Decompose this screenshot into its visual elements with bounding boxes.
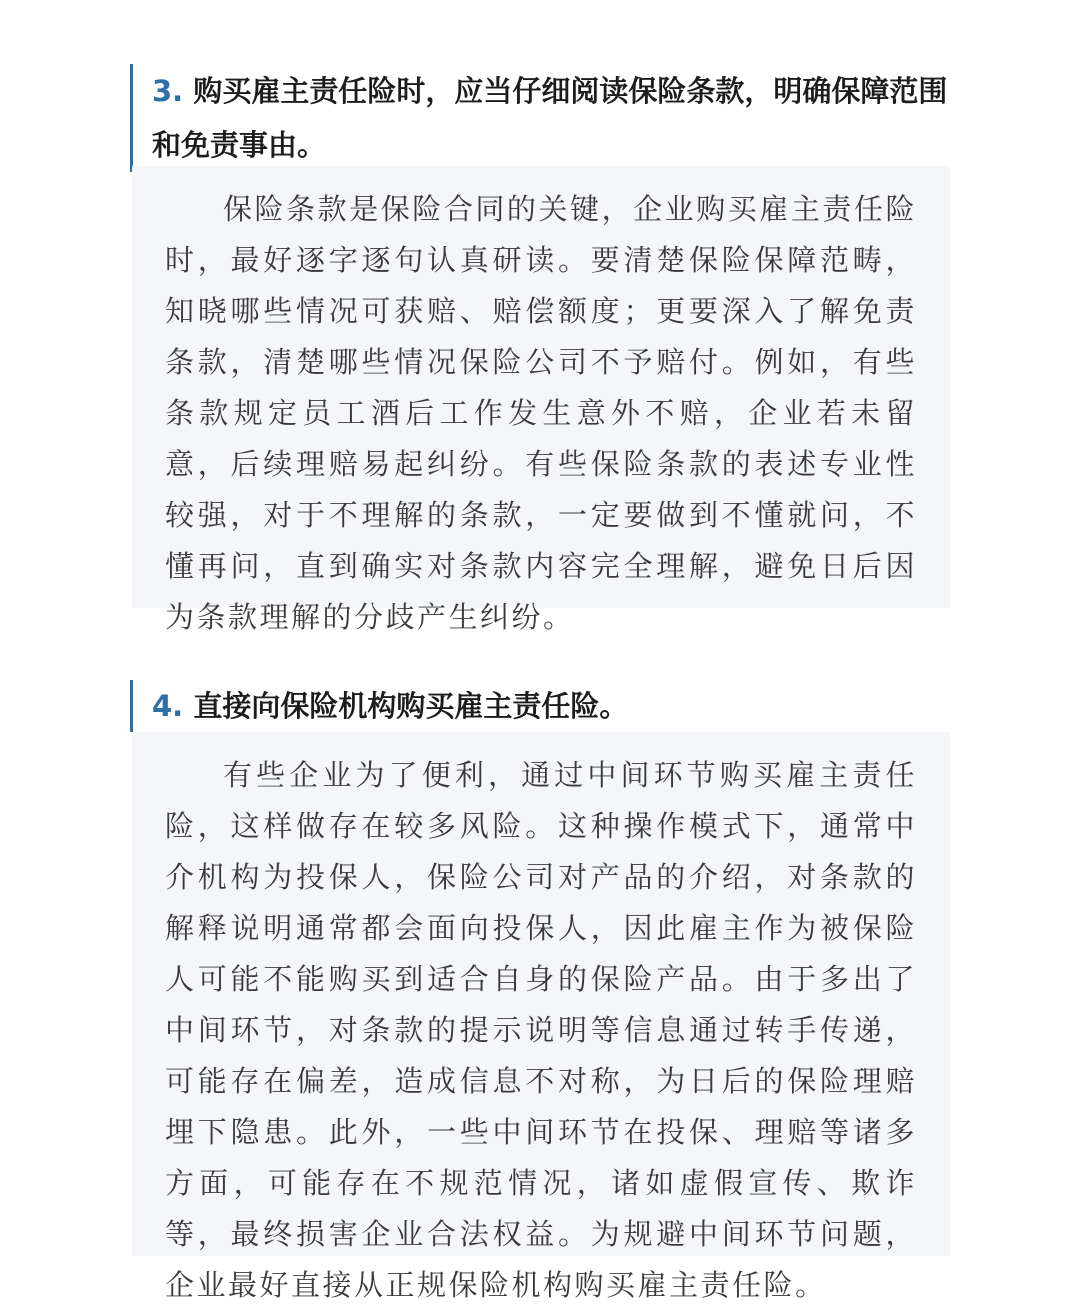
section-3-paragraph: 保险条款是保险合同的关键，企业购买雇主责任险时，最好逐字逐句认真研读。要清楚保险保障范畴，知晓哪些情况可获赔、赔偿额度；更要深入了解免责条款，清楚哪些情况保险公司不予赔付。例如，有些条款规定员工酒后工作发生意外不赔，企业若未留意，后续理赔易起纠纷。有些保险条款的表述专业性较强，对于不理解的条款，一定要做到不懂就问，不懂再问，直到确实对条款内容完全理解，避免日后因为条款理解的分歧产生纠纷。 bbox=[165, 192, 917, 634]
section-3-title: 购买雇主责任险时，应当仔细阅读保险条款，明确保障范围和免责事由。 bbox=[152, 74, 948, 162]
section-3-body-box bbox=[132, 166, 950, 634]
section-4-heading bbox=[130, 680, 960, 732]
section-4-number: 4. bbox=[152, 689, 184, 723]
section-3-number: 3. bbox=[152, 74, 184, 108]
section-4-body-box bbox=[132, 732, 950, 1302]
section-4-title: 直接向保险机构购买雇主责任险。 bbox=[193, 689, 629, 723]
section-3-heading bbox=[130, 64, 960, 172]
section-4-paragraph: 有些企业为了便利，通过中间环节购买雇主责任险，这样做存在较多风险。这种操作模式下，通常中介机构为投保人，保险公司对产品的介绍，对条款的解释说明通常都会面向投保人，因此雇主作为被保险人可能不能购买到适合自身的保险产品。由于多出了中间环节，对条款的提示说明等信息通过转手传递，可能存在偏差，造成信息不对称，为日后的保险理赔埋下隐患。此外，一些中间环节在投保、理赔等诸多方面，可能存在不规范情况，诸如虚假宣传、欺诈等，最终损害企业合法权益。为规避中间环节问题，企业最好直接从正规保险机构购买雇主责任险。 bbox=[165, 758, 917, 1302]
